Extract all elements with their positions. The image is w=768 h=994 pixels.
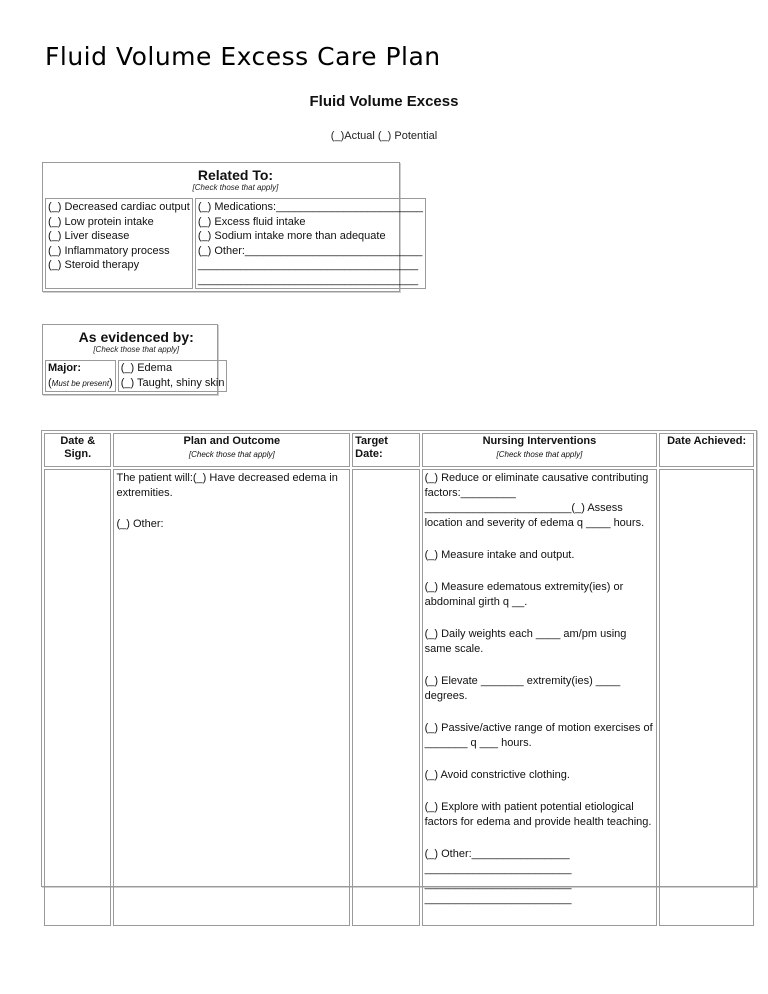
outcome-item: The patient will:(_) Have decreased edema in extremities. — [116, 472, 338, 499]
related-to-note: [Check those that apply] — [192, 183, 279, 192]
plan-outcome-note: [Check those that apply] — [188, 450, 275, 459]
evidence-items-cell — [118, 360, 228, 392]
related-item: (_) Steroid therapy — [48, 259, 140, 271]
related-item: (_) Excess fluid intake — [197, 215, 306, 228]
evidence-heading: As evidenced by: — [78, 329, 194, 345]
evidence-header — [45, 327, 227, 358]
target-date-cell — [352, 469, 419, 926]
table-header-row — [44, 433, 754, 467]
related-to-left-column — [45, 198, 193, 289]
header-target-date: Target Date: — [352, 433, 419, 467]
header-nursing-interventions — [422, 433, 658, 467]
interventions-note: [Check those that apply] — [496, 450, 583, 459]
related-to-heading: Related To: — [197, 167, 274, 183]
related-item: (_) Other:_____________________________ — [197, 244, 423, 257]
related-item: (_) Inflammatory process — [48, 244, 170, 257]
header-plan-outcome — [113, 433, 350, 467]
related-item: (_) Sodium intake more than adequate — [197, 230, 386, 242]
evidence-item: (_) Edema — [120, 362, 173, 374]
intervention-item: (_) Elevate _______ extremity(ies) ____ degrees. — [424, 675, 621, 702]
plan-outcome-title: Plan and Outcome — [183, 435, 281, 447]
table-row — [44, 469, 754, 926]
must-be-present-note — [48, 376, 113, 391]
intervention-item: (_) Explore with patient potential etiological factors for edema and provide health teaching. — [424, 801, 652, 828]
actual-potential-options: (_)Actual (_) Potential — [330, 130, 438, 142]
outcome-item: (_) Other: — [116, 518, 164, 530]
related-item: (_) Medications:________________________ — [197, 201, 423, 213]
major-label: Major: — [48, 362, 81, 374]
intervention-item: (_) Measure intake and output. — [424, 549, 575, 561]
evidence-item: (_) Taught, shiny skin — [120, 377, 225, 389]
related-item: (_) Decreased cardiac output — [48, 201, 190, 213]
care-plan-subtitle: Fluid Volume Excess — [309, 93, 459, 110]
care-plan-table-frame — [41, 430, 757, 905]
related-to-table — [43, 163, 428, 291]
related-blank-line: ____________________________________ — [197, 273, 419, 286]
evidence-table — [43, 325, 229, 394]
date-sign-cell — [44, 469, 111, 926]
evidence-major-cell — [45, 360, 116, 392]
intervention-item: (_) Measure edematous extremity(ies) or abdominal girth q __. — [424, 581, 624, 608]
intervention-item: (_) Passive/active range of motion exercises of _______ q ___ hours. — [424, 722, 653, 749]
header-date-sign: Date & Sign. — [44, 433, 111, 467]
related-item: (_) Low protein intake — [48, 215, 154, 228]
date-achieved-cell — [659, 469, 754, 926]
header-date-achieved: Date Achieved: — [659, 433, 754, 467]
nursing-interventions-cell — [422, 469, 658, 926]
must-suffix: ) — [109, 377, 113, 389]
intervention-item: (_) Other:________________ ________________________ ________________________ ________________________ — [424, 848, 572, 905]
intervention-item: (_) Reduce or eliminate causative contributing factors:_________ ________________________(_) Assess location and severity of edema q ____ hours. — [424, 472, 649, 529]
related-to-right-column — [195, 198, 426, 289]
intervention-item: (_) Daily weights each ____ am/pm using same scale. — [424, 628, 627, 655]
must-prefix: ( — [48, 377, 52, 389]
related-to-box — [42, 162, 423, 292]
related-blank-line: ____________________________________ — [197, 259, 419, 271]
intervention-item: (_) Avoid constrictive clothing. — [424, 769, 570, 781]
care-plan-table — [42, 431, 756, 928]
plan-outcome-cell — [113, 469, 350, 926]
interventions-title: Nursing Interventions — [482, 435, 597, 447]
page-title: Fluid Volume Excess Care Plan — [45, 42, 441, 71]
must-text: Must be present — [51, 379, 110, 388]
related-item: (_) Liver disease — [48, 230, 130, 242]
evidence-box — [42, 324, 225, 395]
evidence-note: [Check those that apply] — [93, 345, 180, 354]
related-to-header — [45, 165, 426, 196]
